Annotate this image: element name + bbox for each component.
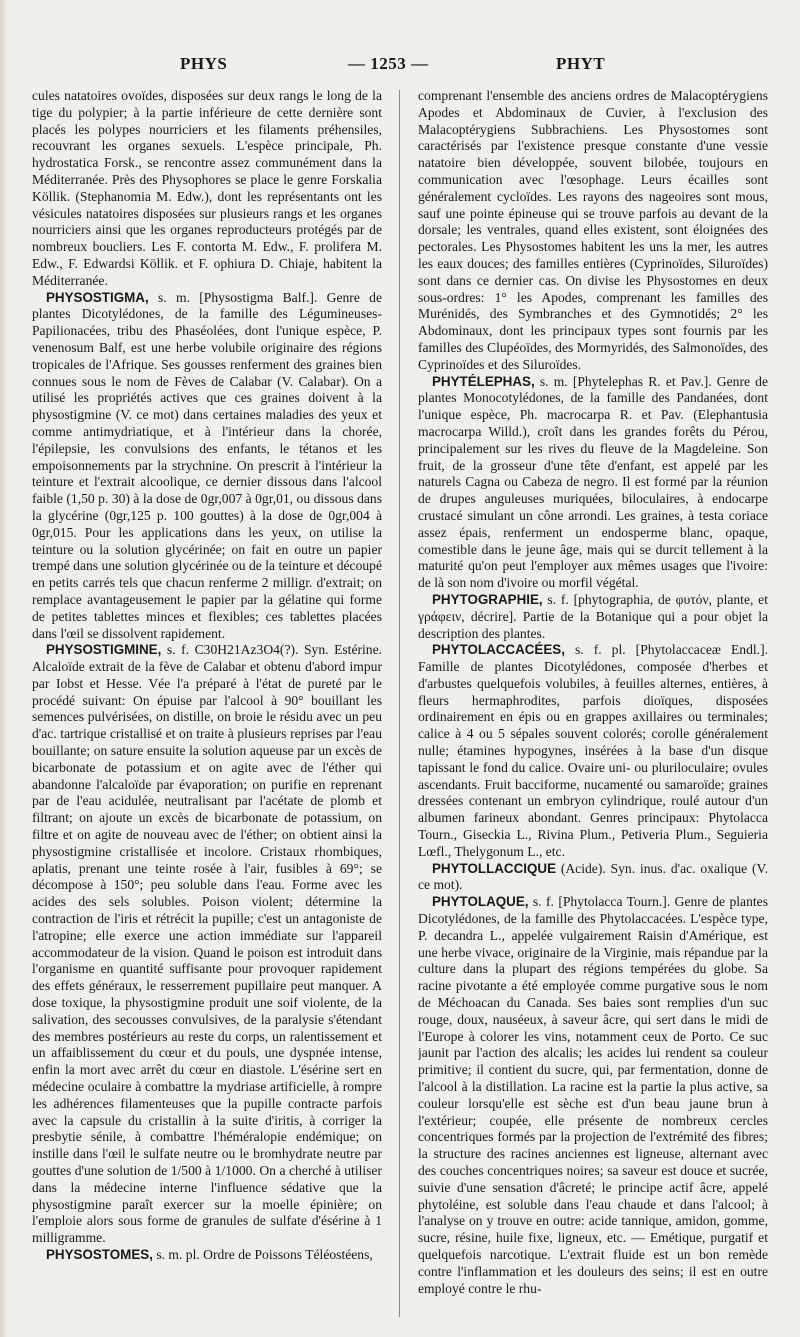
- continued-entry-text: comprenant l'ensemble des anciens ordres de Malacoptérygiens Apodes et Abdominaux de Cuvier, à l'exclusion des Malacoptérygiens Subbrachiens. Les Physostomes sont caractérisés par l'existence presque constante d'une vessie natatoire bien développée, souvent bilobée, toujours en communication avec l'œsophage. Leurs écailles sont généralement cycloïdes. Les rayons des nageoires sont mous, sauf une pointe épineuse qui se trouve parfois au devant de la dorsale; les ventrales, quand elles existent, sont éloignées des pectorales. Les Physostomes habitent les uns la mer, les autres les eaux douces; des familles entières (Cyprinoïdes, Siluroïdes) sont dans ce dernier cas. On divise les Physostomes en deux sous-ordres: 1° les Apodes, comprenant les familles des Murénidés, des Symbranches et des Gymnotidés; 2° les Abdominaux, dont les principaux types sont fournis par les familles des Clupéoïdes, des Mormyridés, des Salmonoïdes, des Cyprinoïdes et des Siluroïdes.: [418, 88, 768, 372]
- entry-text: (Acide). Syn. inus. d'ac. oxalique (V. ce mot).: [418, 860, 768, 893]
- headword: PHYSOSTIGMINE,: [46, 642, 162, 658]
- headword: PHYSOSTOMES,: [46, 1246, 153, 1262]
- header-left-guideword: PHYS: [180, 54, 228, 73]
- headword: PHYTÉLEPHAS,: [432, 373, 535, 389]
- right-column: [418, 88, 768, 1319]
- headword: PHYTOLACCACÉES,: [432, 642, 565, 658]
- entry-physostigma: [32, 290, 382, 643]
- entry-phytolaque: [418, 894, 768, 1297]
- entry-text: s. m. [Phytelephas R. et Pav.]. Genre de plantes Monocotylédones, de la famille des Pandanées, dont l'unique espèce, Ph. macrocarpa R. et Pav. (Elephantusia macrocarpa Willd.), croît dans les grandes forêts du Pérou, principalement sur les rives du fleuve de la Magdeleine. Son fruit, de la grosseur d'une tête d'enfant, est appelé par les naturels Cagna ou Cabeza de negro. Il est formé par la réunion de drupes anguleuses muriquées, biloculaires, à endocarpe crustacé simulant un cône arrondi. Les graines, à testa coriace assez épais, renferment un endosperme blanc, opaque, comestible dans le jeune âge, mais qui se durcit tellement à la maturité qu'on peut l'employer aux mêmes usages que l'ivoire: de là son nom d'ivoire ou morfil végétal.: [418, 373, 768, 591]
- headword: PHYTOLLACCIQUE: [432, 860, 556, 876]
- entry-text: s. f. [Phytolacca Tourn.]. Genre de plantes Dicotylédones, de la famille des Phytolaccacées. L'espèce type, P. decandra L., appelée vulgairement Raisin d'Amérique, est une herbe vivace, originaire de la Virginie, mais répandue par la culture dans la plupart des régions tempérées du globe. Sa racine pivotante a été employée comme purgative sous le nom de Méchoacan du Canada. Ses baies sont remplies d'un suc rouge, doux, nauséeux, à saveur âcre, qui sert dans le midi de l'Europe à colorer les vins, notamment ceux de Porto. Ce suc jaunit par l'action des alcalis; les acides lui rendent sa couleur primitive; il contient du sucre, qui, par fermentation, donne de l'alcool à la distillation. La racine est la partie la plus active, sa couleur lorsqu'elle est sèche est d'un beau jaune brun à l'extérieur; coupée, elle présente de nombreux cercles concentriques formés par la projection de l'extrémité des fibres; la structure des racines anciennes est ligneuse, alternant avec des couches concentriques noires; sa saveur est douce et sucrée, suivie d'une sensation d'âcreté; le principe actif âcre, appelé phytoléine, est soluble dans l'eau chaude et dans l'alcool; à l'analyse on y trouve en outre: acide tannique, amidon, gomme, sucre, résine, huile fixe, ligneux, etc. — Emétique, purgatif et quelquefois narcotique. L'extrait fluide est un bon remède contre l'inflammation et les douleurs des seins; il est en outre employé contre le rhu-: [418, 894, 768, 1296]
- entry-physostigmine: [32, 642, 382, 1247]
- entry-phytographie: [418, 592, 768, 642]
- left-column: [32, 88, 382, 1319]
- entry-text: s. m. pl. Ordre de Poissons Téléostéens,: [156, 1246, 373, 1262]
- entry-phytelephas: [418, 374, 768, 592]
- entry-phytollaccique: [418, 861, 768, 895]
- continued-entry-text: cules natatoires ovoïdes, disposées sur deux rangs le long de la tige du polypier; à la partie inférieure de cette dernière sont placés les polypes nourriciers et les filaments préhensiles, recouvrant les organes sexuels. L'espèce principale, Ph. hydrostatica Forsk., se rencontre assez communément dans la Méditerranée. Près des Physophores se place le genre Forskalia Köllik. (Stephanomia M. Edw.), dont les représentants ont les vésicules natatoires disposées sur plusieurs rangs et les organes nourriciers ainsi que les organes reproducteurs protégés par de nombreux boucliers. Les F. contorta M. Edw., F. prolifera M. Edw., F. Edwardsi Köllik. et F. ophiura D. Chiaje, habitent la Méditerranée.: [32, 88, 382, 288]
- entry-text: s. m. [Physostigma Balf.]. Genre de plantes Dicotylédones, de la famille des Légumineuses-Papilionacées, tribu des Phaséolées, dont l'unique espèce, P. venenosum Balf, est une herbe volubile originaire des régions tropicales de l'Afrique. Ses gousses renferment des graines bien connues sous le nom de Fèves de Calabar (V. Calabar). On a utilisé les propriétés actives que ces graines doivent à la physostigmine (V. ce mot) dans certaines maladies des yeux et comme antimydriatique, et à l'intérieur dans la chorée, l'épilepsie, les convulsions des enfants, le tétanos et les empoisonnements par la strychnine. On prescrit à l'intérieur la teinture et l'extrait alcoolique, ce dernier dissous dans l'alcool faible (1,50 p. 30) à la dose de 0gr,007 à 0gr,01, ou dissous dans la glycérine (0gr,125 p. 100 gouttes) à la dose de 0gr,004 à 0gr,015. Pour les applications dans les yeux, on utilise la teinture ou la solution glycérinée; on fait en outre un papier trempé dans une solution glycérinée ou de la teinture et découpé en petits carrés tels que chacun renferme 2 milligr. d'extrait; on remplace avantageusement le papier par la gélatine qui forme de petites tablettes minces et flexibles; ces tablettes placées dans l'œil se dissolvent rapidement.: [32, 289, 382, 641]
- page-binding-shadow: [0, 0, 8, 1337]
- headword: PHYSOSTIGMA,: [46, 289, 149, 305]
- entry-phytolaccacees: [418, 642, 768, 860]
- running-header: [0, 54, 800, 78]
- entry-text: s. f. [phytographia, de φυτόν, plante, et γράφειν, décrire]. Partie de la Botanique qui a pour objet la description des plantes.: [418, 591, 768, 641]
- headword: PHYTOLAQUE,: [432, 894, 529, 910]
- entry-physostomes: [32, 1247, 382, 1264]
- page-number: — 1253 —: [348, 54, 429, 73]
- entry-text: s. f. pl. [Phytolaccaceæ Endl.]. Famille de plantes Dicotylédones, composée d'herbes et d'arbustes quelquefois volubiles, à feuilles alternes, entières, à fleurs hermaphrodites, parfois dioïques, disposées ordinairement en épis ou en grappes axillaires ou terminales; calice à 4 ou 5 sépales souvent colorés; corolle généralement nulle; étamines hypogynes, insérées à la base d'un disque tapissant le fond du calice. Ovaire uni- ou pluriloculaire; ovules ascendants. Fruit bacciforme, nucamenté ou samaroïde; graines dressées contenant un embryon cylindrique, roulé autour d'un albumen farineux abondant. Genres principaux: Phytolacca Tourn., Giseckia L., Rivina Plum., Petiveria Plum., Seguieria Lœfl., Thelygonum L., etc.: [418, 642, 768, 859]
- headword: PHYTOGRAPHIE,: [432, 591, 543, 607]
- entry-text: s. f. C30H21Az3O4(?). Syn. Estérine. Alcaloïde extrait de la fève de Calabar et obtenu d'abord impur par Iobst et Hesse. Vée l'a préparé à l'état de pureté par le procédé suivant: On épuise par l'alcool à 90° bouillant les semences pulvérisées, on distille, on broie le résidu avec un peu d'ac. tartrique cristallisé et on traite à plusieurs reprises par l'eau bouillante; on sature ensuite la solution aqueuse par un excès de bicarbonate de potassium et on agite avec de l'éther qui abandonne l'alcaloïde par évaporation; on purifie en reprenant par de l'eau acidulée, neutralisant par l'acétate de plomb et filtrant; on ajoute un excès de bicarbonate de potassium, on filtre et on agite de nouveau avec de l'éther; on obtient ainsi la physostigmine cristallisée et incolore. Cristaux rhombiques, aplatis, prenant une teinte rosée à l'air, fusibles à 69°; se décompose à 150°; peu soluble dans l'eau. Forme avec les acides des sels solubles. Poison violent; détermine la contraction de l'iris et rétrécit la pupille; c'est un antagoniste de l'atropine; elle exerce une action immédiate sur l'appareil accommodateur de la vision. Quand le poison est introduit dans l'organisme en quantité suffisante pour provoquer rapidement des effets généraux, le resserrement pupillaire peut manquer. A dose toxique, la physostigmine produit une soif violente, de la salivation, des secousses convulsives, de la paralysie s'étendant des membres postérieurs au reste du corps, un ralentissement et un affaiblissement du cœur et du pouls, une dyspnée intense, enfin la mort avec arrêt du cœur en diastole. L'ésérine sert en médecine oculaire à combattre la mydriase artificielle, à rompre les adhérences filamenteuses que la pupille contracte parfois avec la capsule du cristallin à la suite d'iritis, à corriger la presbytie sénile, à combattre l'héméralopie endémique; on instille dans l'œil le sulfate neutre ou le bromhydrate neutre par gouttes d'une solution de 1/500 à 1/1000. On a cherché à utiliser dans la médecine interne l'influence sédative que la physostigmine paraît exercer sur la moelle épinière; on l'emploie alors sous forme de granules de sulfate d'ésérine à 1 milligramme.: [32, 642, 382, 1246]
- header-right-guideword: PHYT: [556, 54, 606, 73]
- column-divider: [399, 90, 400, 1317]
